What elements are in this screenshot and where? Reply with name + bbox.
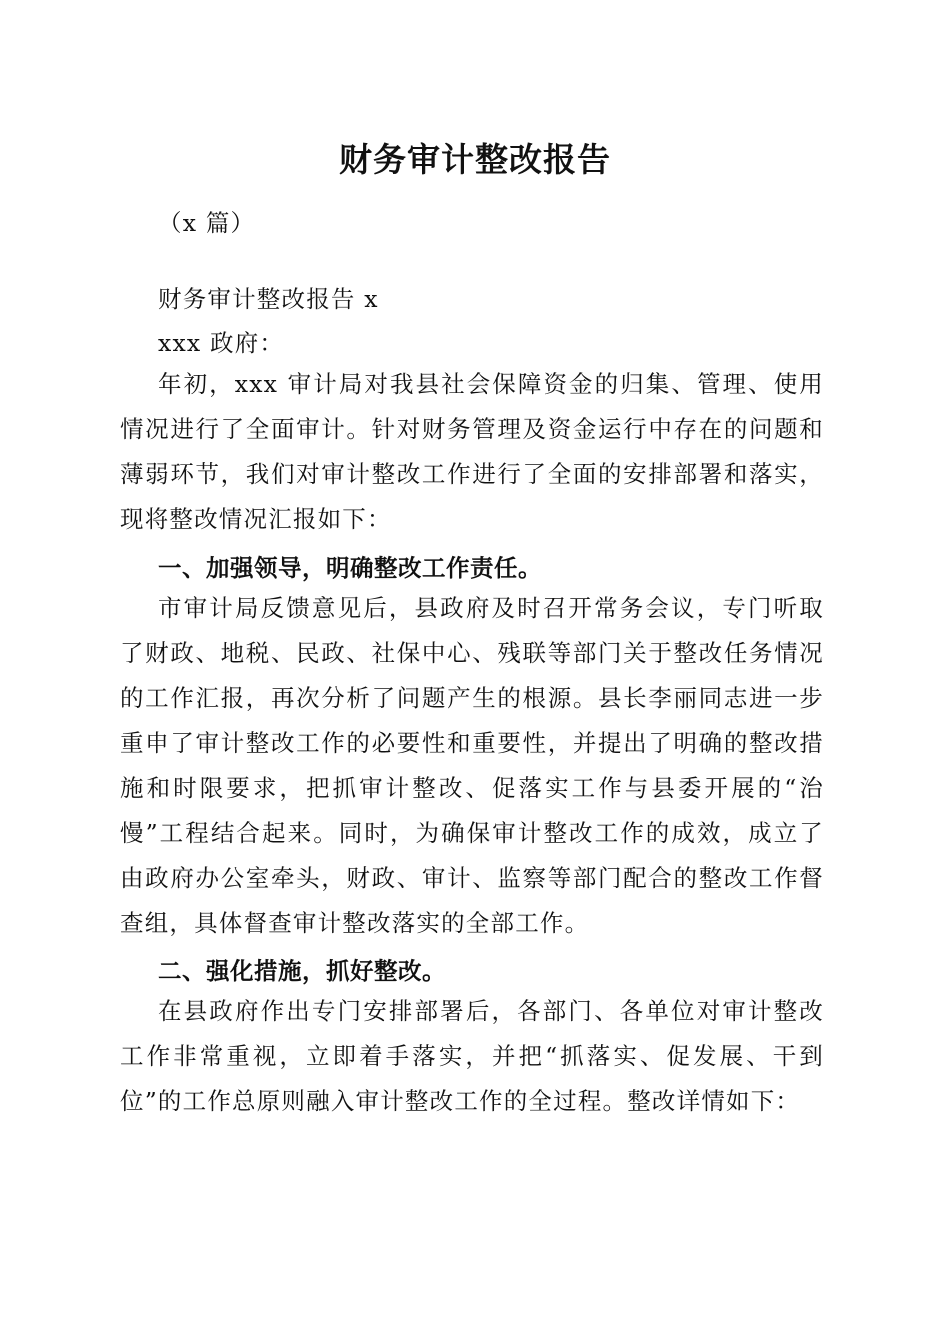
report-name: 财务审计整改报告 x [158, 285, 379, 313]
document-title: 财务审计整改报告 [339, 140, 611, 179]
paragraph-section-2: 在县政府作出专门安排部署后，各部门、各单位对审计整改工作非常重视，立即着手落实，并把“抓落实、促发展、干到位”的工作总原则融入审计整改工作的全过程。整改详情如下： [120, 997, 824, 1115]
paragraph-section-1: 市审计局反馈意见后，县政府及时召开常务会议，专门听取了财政、地税、民政、社保中心、残联等部门关于整改任务情况的工作汇报，再次分析了问题产生的根源。县长李丽同志进一步重申了审计整改工作的必要性和重要性，并提出了明确的整改措施和时限要求，把抓审计整改、促落实工作与县委开展的“治慢”工程结合起来。同时，为确保审计整改工作的成效，成立了由政府办公室牵头，财政、审计、监察等部门配合的整改工作督查组，具体督查审计整改落实的全部工作。 [120, 594, 824, 937]
document-subtitle: （x 篇） [158, 209, 256, 237]
paragraph-intro: 年初，xxx 审计局对我县社会保障资金的归集、管理、使用情况进行了全面审计。针对财务管理及资金运行中存在的问题和薄弱环节，我们对审计整改工作进行了全面的安排部署和落实，现将整改情况汇报如下： [120, 370, 824, 533]
section-heading-2: 二、强化措施，抓好整改。 [158, 957, 446, 985]
salutation: xxx 政府： [158, 329, 285, 357]
section-heading-1: 一、加强领导，明确整改工作责任。 [158, 554, 542, 582]
